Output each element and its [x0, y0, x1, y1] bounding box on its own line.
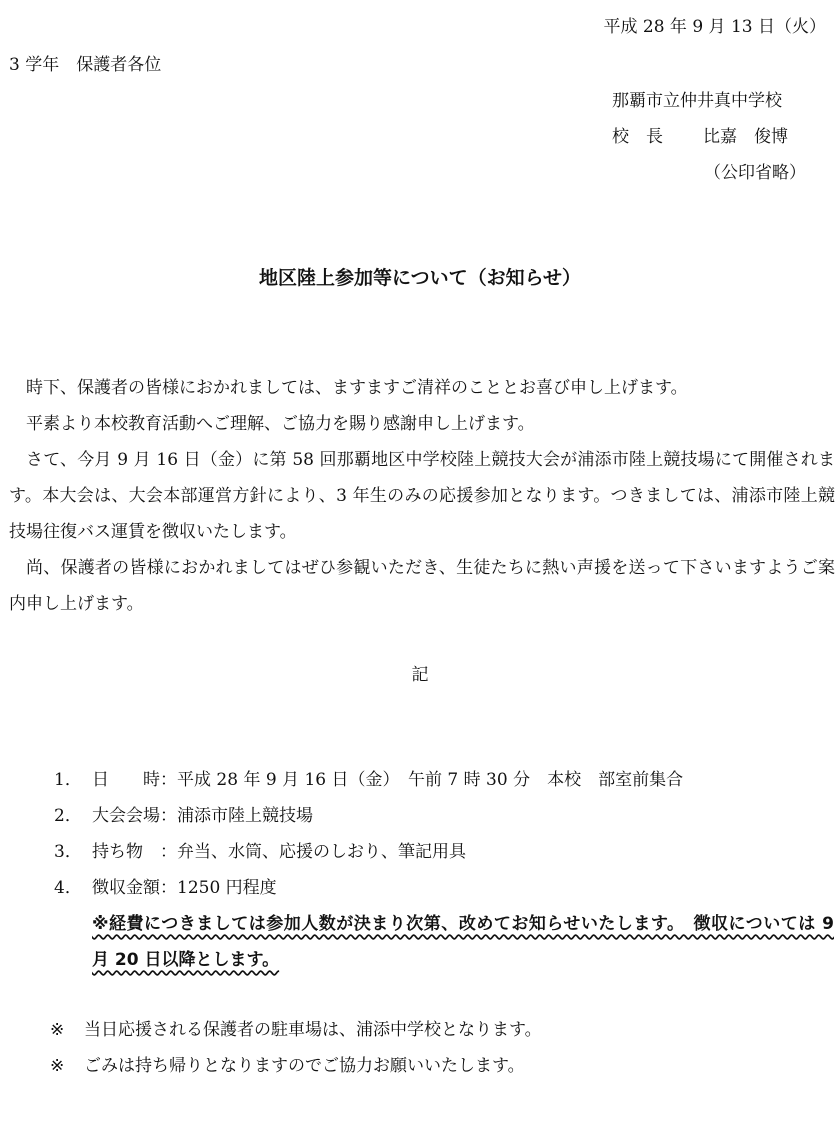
detail-item-venue [54, 798, 834, 834]
document-title: 地区陸上参加等について（お知らせ） [258, 267, 582, 289]
item-text: 日 時：平成 28 年 9 月 16 日（金） 午前 7 時 30 分 本校 部室前集合 [92, 770, 684, 790]
principal-name: 比嘉 俊博 [703, 127, 788, 147]
details-list [54, 762, 834, 978]
item-text: 徴収金額：1250 円程度 [92, 878, 277, 898]
school-name: 那覇市立仲井真中学校 [612, 91, 782, 111]
seal-omitted-note: （公印省略） [704, 163, 806, 183]
recipient: 3 学年 保護者各位 [9, 55, 162, 75]
body-paragraph: 時下、保護者の皆様におかれましては、ますますご清祥のこととお喜び申し上げます。 [26, 378, 688, 398]
footnote-text: 当日応援される保護者の駐車場は、浦添中学校となります。 [84, 1020, 542, 1040]
detail-item-belongings [54, 834, 834, 870]
detail-item-fee [54, 870, 834, 906]
principal-line [612, 122, 788, 147]
item-number: 2． [54, 806, 82, 826]
fee-note: ※経費につきましては参加人数が決まり次第、改めてお知らせいたします。 徴収については 9 月 20 日以降とします。 [92, 914, 834, 970]
item-text: 持ち物 ：弁当、水筒、応援のしおり、筆記用具 [92, 842, 466, 862]
principal-title: 校 長 [612, 127, 663, 147]
item-number: 4． [54, 878, 82, 898]
ki-heading: 記 [411, 665, 429, 685]
body-paragraph: さて、今月 9 月 16 日（金）に第 58 回那覇地区中学校陸上競技大会が浦添市陸上競技場にて開催されます。本大会は、大会本部運営方針により、3 年生のみの応援参加となります。つきましては、浦添市陸上競技場往復バス運賃を徴収いたします。 [9, 450, 835, 542]
body-paragraph: 平素より本校教育活動へご理解、ご協力を賜り感謝申し上げます。 [26, 414, 535, 434]
item-text: 大会会場：浦添市陸上競技場 [92, 806, 313, 826]
footnote-mark: ※ [50, 1056, 65, 1076]
footnote-mark: ※ [50, 1020, 65, 1040]
footnote-parking [50, 1012, 542, 1048]
footnote-text: ごみは持ち帰りとなりますのでご協力お願いいたします。 [84, 1056, 525, 1076]
letter-body [9, 370, 835, 622]
item-number: 1． [54, 770, 82, 790]
letter-date: 平成 28 年 9 月 13 日（火） [603, 17, 826, 37]
footnotes [50, 1012, 542, 1084]
footnote-trash [50, 1048, 542, 1084]
body-paragraph: 尚、保護者の皆様におかれましてはぜひ参観いただき、生徒たちに熱い声援を送って下さいますようご案内申し上げます。 [9, 558, 835, 614]
detail-item-date [54, 762, 834, 798]
item-number: 3． [54, 842, 82, 862]
